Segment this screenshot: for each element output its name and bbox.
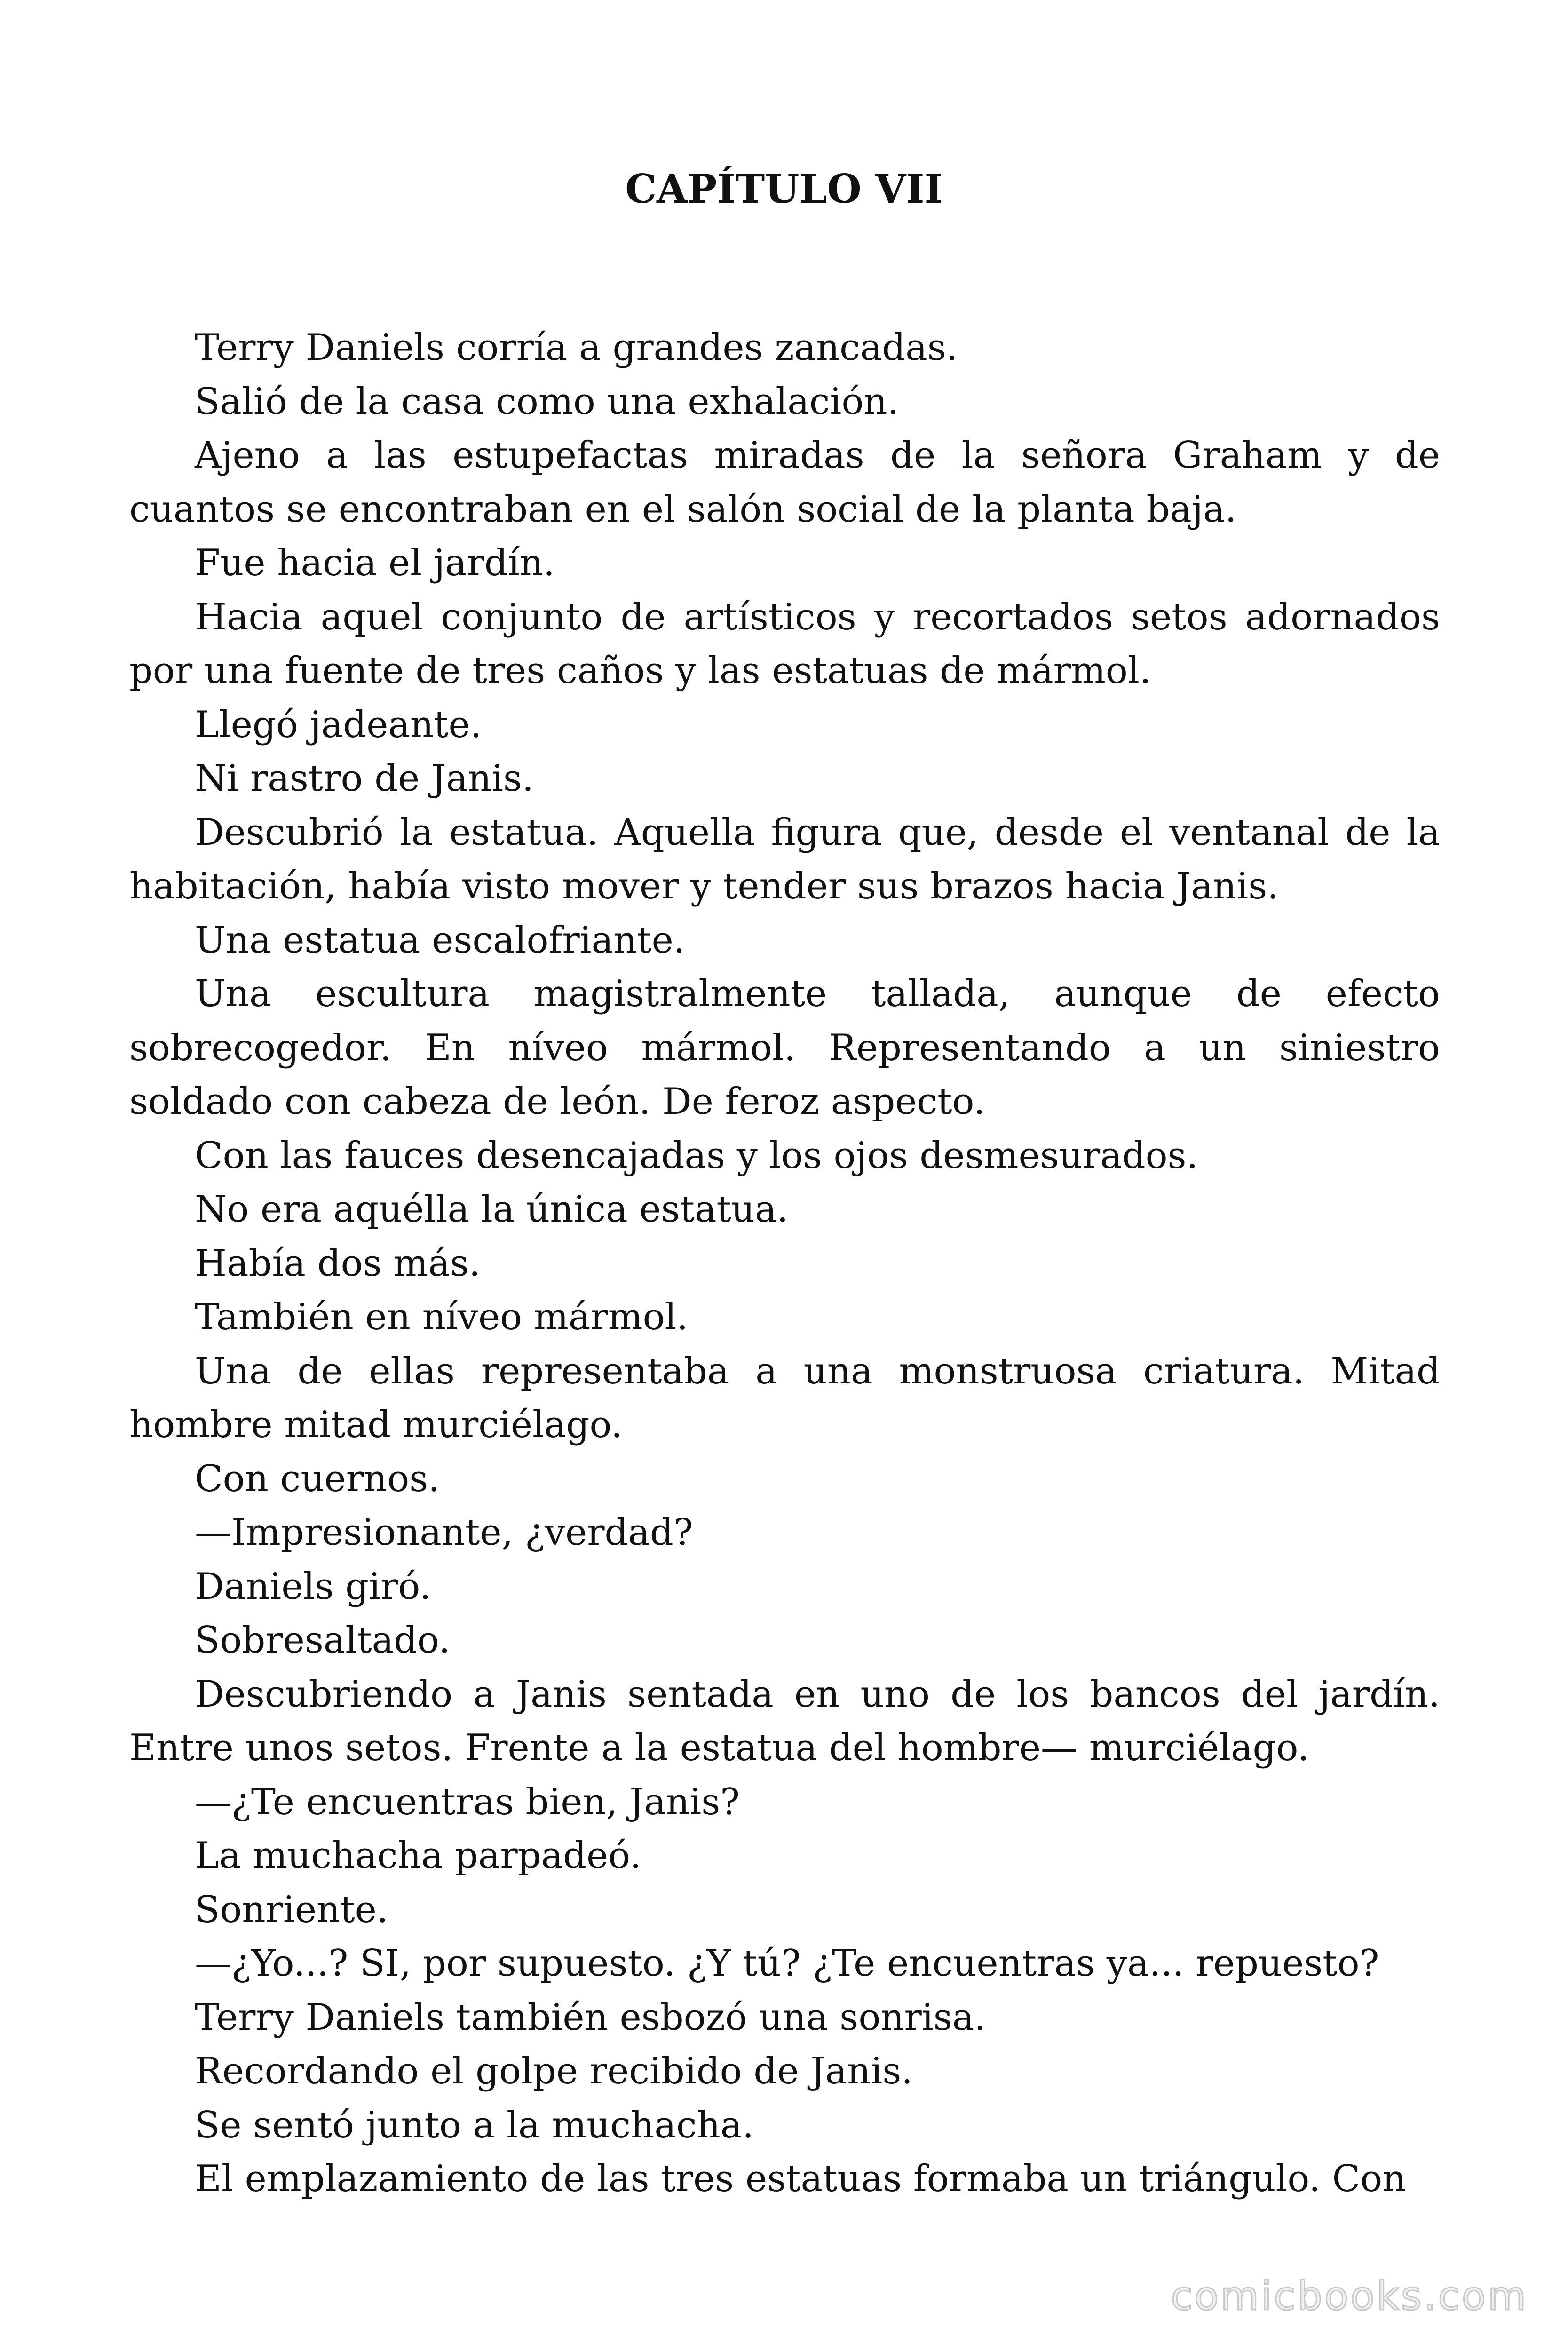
body-text [129, 321, 1440, 2206]
paragraph: No era aquélla la única estatua. [195, 1188, 789, 1231]
paragraph: —Impresionante, ¿verdad? [195, 1511, 693, 1554]
watermark: comicbooks.com [1171, 2273, 1528, 2319]
paragraph: Salió de la casa como una exhalación. [195, 380, 899, 423]
paragraph: Con las fauces desencajadas y los ojos desmesurados. [195, 1134, 1198, 1177]
paragraph: Descubriendo a Janis sentada en uno de los bancos del jardín. Entre unos setos. Frente a la estatua del hombre— murciélago. [129, 1673, 1440, 1769]
paragraph: Hacia aquel conjunto de artísticos y recortados setos adornados por una fuente de tres caños y las estatuas de mármol. [129, 596, 1440, 692]
paragraph: Recordando el golpe recibido de Janis. [195, 2050, 913, 2092]
paragraph: Fue hacia el jardín. [195, 542, 555, 584]
paragraph: Descubrió la estatua. Aquella figura que, desde el ventanal de la habitación, había visto mover y tender sus brazos hacia Janis. [129, 811, 1440, 907]
paragraph: Con cuernos. [195, 1457, 440, 1500]
paragraph: Terry Daniels también esbozó una sonrisa. [195, 1996, 986, 2039]
paragraph: También en níveo mármol. [195, 1296, 689, 1338]
paragraph: Sobresaltado. [195, 1619, 451, 1661]
paragraph: Una de ellas representaba a una monstruosa criatura. Mitad hombre mitad murciélago. [129, 1350, 1440, 1446]
paragraph: Había dos más. [195, 1242, 481, 1285]
paragraph: Sonriente. [195, 1888, 388, 1931]
paragraph: El emplazamiento de las tres estatuas formaba un triángulo. Con [195, 2158, 1406, 2200]
paragraph: Ni rastro de Janis. [195, 757, 534, 800]
paragraph: Se sentó junto a la muchacha. [195, 2104, 754, 2146]
paragraph: Una estatua escalofriante. [195, 919, 685, 961]
paragraph: Terry Daniels corría a grandes zancadas. [195, 326, 958, 369]
paragraph: Daniels giró. [195, 1565, 431, 1608]
chapter-title: CAPÍTULO VII [625, 166, 943, 212]
paragraph: Una escultura magistralmente tallada, aunque de efecto sobrecogedor. En níveo mármol. Representando a un siniestro soldado con cabeza de león. De feroz aspecto. [129, 973, 1440, 1123]
paragraph: La muchacha parpadeó. [195, 1835, 641, 1877]
paragraph: Ajeno a las estupefactas miradas de la señora Graham y de cuantos se encontraban en el salón social de la planta baja. [129, 434, 1440, 531]
paragraph: —¿Yo...? SI, por supuesto. ¿Y tú? ¿Te encuentras ya... repuesto? [195, 1942, 1379, 1985]
paragraph: —¿Te encuentras bien, Janis? [195, 1780, 740, 1823]
paragraph: Llegó jadeante. [195, 703, 482, 746]
